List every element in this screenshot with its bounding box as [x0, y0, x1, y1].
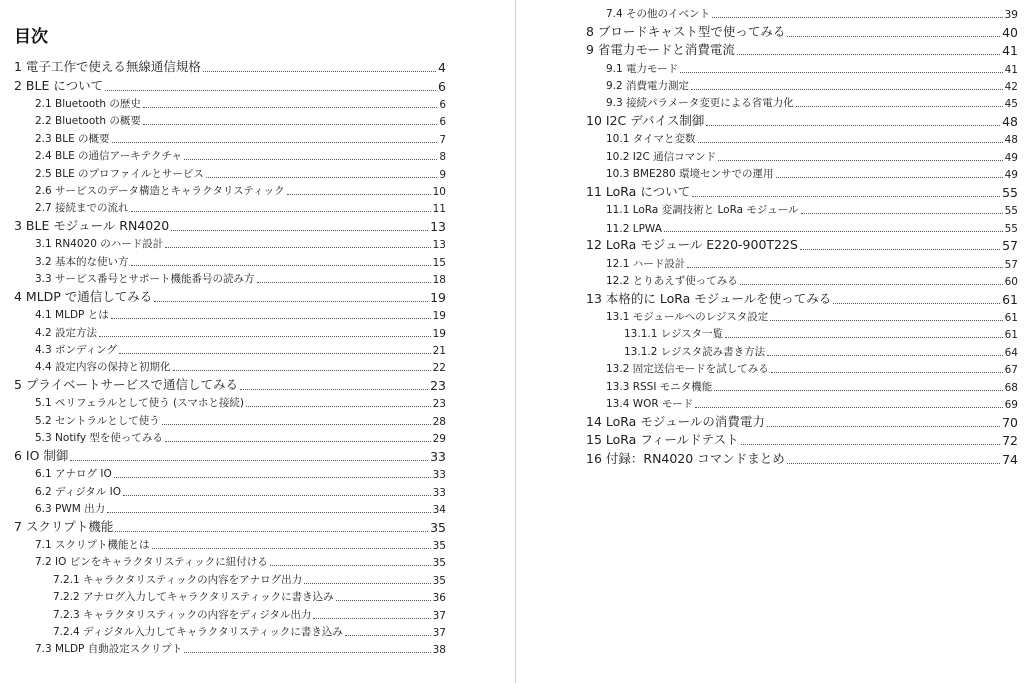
- toc-entry-level-2[interactable]: [35, 183, 446, 198]
- toc-entry-page-number: 29: [432, 433, 446, 446]
- toc-entry-level-2[interactable]: [35, 113, 446, 128]
- dot-leader: [787, 36, 1000, 37]
- toc-entry-title: 7.2.2 アナログ入力してキャラクタリスティックに書き込み: [53, 591, 334, 604]
- dot-leader: [99, 336, 431, 337]
- toc-entry-page-number: 48: [1002, 114, 1018, 129]
- toc-entry-page-number: 11: [432, 203, 446, 216]
- toc-entry-page-number: 13: [430, 219, 446, 234]
- toc-entry-level-2[interactable]: [606, 61, 1018, 76]
- toc-entry-title: 2.7 接続までの流れ: [35, 202, 129, 215]
- toc-title: 目次: [14, 27, 48, 47]
- toc-entry-page-number: 6: [439, 99, 446, 111]
- toc-entry-page-number: 36: [432, 592, 446, 605]
- toc-entry-level-2[interactable]: [606, 6, 1018, 21]
- toc-entry-title: 6.2 ディジタル IO: [35, 485, 121, 498]
- toc-entry-level-2[interactable]: [606, 202, 1018, 217]
- toc-entry-page-number: 49: [1004, 169, 1018, 182]
- toc-entry-level-3[interactable]: [624, 326, 1018, 341]
- toc-entry-level-1[interactable]: [586, 290, 1018, 307]
- toc-entry-title: 9.2 消費電力測定: [606, 80, 690, 92]
- toc-entry-page-number: 57: [1002, 238, 1018, 254]
- toc-entry-title: 16 付録：RN4020 コマンドまとめ: [586, 450, 785, 466]
- dot-leader: [770, 320, 1002, 321]
- toc-entry-title: 5 プライベートサービスで通信してみる: [14, 377, 239, 392]
- dot-leader: [143, 107, 437, 108]
- toc-entry-level-2[interactable]: [35, 200, 446, 215]
- dot-leader: [123, 495, 431, 496]
- toc-entry-level-2[interactable]: [35, 342, 446, 357]
- toc-entry-page-number: 22: [432, 362, 446, 375]
- dot-leader: [304, 583, 431, 584]
- dot-leader: [240, 389, 428, 390]
- toc-entry-title: 13.3 RSSI モニタ機能: [606, 380, 713, 393]
- toc-entry-level-1[interactable]: [586, 183, 1018, 200]
- toc-entry-level-1[interactable]: [14, 217, 446, 234]
- toc-entry-page-number: 9: [439, 168, 446, 181]
- toc-entry-level-2[interactable]: [35, 395, 446, 410]
- toc-entry-level-1[interactable]: [586, 112, 1018, 129]
- toc-entry-page-number: 40: [1002, 24, 1018, 40]
- toc-entry-page-number: 49: [1004, 151, 1018, 164]
- dot-leader: [796, 106, 1003, 107]
- toc-entry-page-number: 61: [1002, 291, 1018, 307]
- toc-entry-page-number: 61: [1004, 312, 1018, 324]
- toc-entry-level-1[interactable]: [14, 58, 446, 75]
- toc-entry-title: 13.4 WOR モード: [606, 398, 694, 410]
- toc-entry-page-number: 23: [432, 398, 446, 411]
- toc-entry-page-number: 35: [432, 557, 446, 570]
- toc-entry-title: 4.3 ボンディング: [35, 344, 117, 356]
- toc-entry-page-number: 7: [439, 133, 446, 146]
- dot-leader: [287, 194, 431, 195]
- toc-entry-page-number: 70: [1002, 414, 1018, 430]
- dot-leader: [257, 282, 431, 283]
- toc-entry-title: 2 BLE について: [14, 77, 104, 93]
- dot-leader: [131, 211, 431, 212]
- toc-entry-level-1[interactable]: [14, 518, 446, 535]
- toc-entry-title: 6.1 アナログ IO: [35, 468, 112, 481]
- toc-entry-title: 5.1 ペリフェラルとして使う (スマホと接続): [35, 397, 245, 410]
- toc-entry-page-number: 41: [1004, 63, 1018, 76]
- toc-entry-page-number: 6: [439, 116, 446, 129]
- toc-entry-page-number: 74: [1002, 451, 1018, 467]
- toc-entry-title: 5.2 セントラルとして使う: [35, 414, 160, 427]
- dot-leader: [112, 142, 438, 143]
- toc-page-right: [516, 0, 1024, 683]
- toc-entry-page-number: 37: [432, 609, 446, 622]
- toc-entry-level-2[interactable]: [606, 273, 1018, 288]
- toc-entry-page-number: 57: [1004, 258, 1018, 271]
- toc-entry-title: 9 省電力モードと消費電流: [586, 42, 735, 58]
- dot-leader: [725, 337, 1002, 338]
- toc-entry-title: 7.2.1 キャラクタリスティックの内容をアナログ出力: [53, 573, 303, 586]
- dot-leader: [107, 512, 430, 513]
- toc-entry-level-2[interactable]: [606, 95, 1018, 110]
- dot-leader: [712, 17, 1003, 18]
- toc-entry-title: 3.3 サービス番号とサポート機能番号の読み方: [35, 273, 255, 286]
- toc-entry-title: 3.1 RN4020 のハード設計: [35, 238, 164, 251]
- toc-entry-title: 7.3 MLDP 自動設定スクリプト: [35, 643, 183, 656]
- toc-entry-page-number: 48: [1004, 134, 1018, 147]
- toc-entry-title: 9.1 電力モード: [606, 62, 679, 75]
- dot-leader: [801, 213, 1003, 214]
- dot-leader: [706, 125, 1000, 126]
- toc-entry-page-number: 60: [1004, 276, 1018, 288]
- dot-leader: [771, 372, 1003, 373]
- toc-entry-page-number: 35: [432, 540, 446, 552]
- toc-entry-page-number: 55: [1002, 184, 1018, 200]
- toc-entry-title: 13.2 固定送信モードを試してみる: [606, 363, 769, 376]
- dot-leader: [714, 390, 1002, 391]
- toc-entry-level-2[interactable]: [606, 131, 1018, 146]
- dot-leader: [119, 353, 431, 354]
- toc-entry-level-2[interactable]: [35, 254, 446, 269]
- dot-leader: [152, 548, 431, 549]
- toc-entry-title: 2.3 BLE の概要: [35, 132, 110, 145]
- toc-entry-level-2[interactable]: [606, 309, 1018, 324]
- dot-leader: [691, 89, 1003, 90]
- dot-leader: [173, 370, 431, 371]
- toc-entry-level-2[interactable]: [606, 166, 1018, 181]
- toc-entry-title: 10.3 BME280 環境センサでの運用: [606, 168, 774, 181]
- dot-leader: [184, 159, 437, 160]
- toc-entry-title: 6.3 PWM 出力: [35, 503, 106, 515]
- toc-entry-page-number: 42: [1004, 81, 1018, 93]
- toc-entry-page-number: 34: [432, 504, 446, 516]
- toc-entry-level-2[interactable]: [606, 256, 1018, 271]
- toc-entry-title: 13 本格的に LoRa モジュールを使ってみる: [586, 290, 832, 306]
- toc-entry-level-1[interactable]: [586, 236, 1018, 253]
- toc-entry-page-number: 55: [1004, 205, 1018, 218]
- toc-entry-page-number: 35: [432, 574, 446, 587]
- toc-entry-level-3[interactable]: [53, 572, 446, 587]
- dot-leader: [345, 635, 431, 636]
- toc-entry-title: 7.4 その他のイベント: [606, 8, 711, 20]
- toc-entry-level-2[interactable]: [35, 271, 446, 286]
- toc-entry-title: 13.1.2 レジスタ読み書き方法: [624, 345, 766, 358]
- dot-leader: [767, 355, 1002, 356]
- toc-entry-level-2[interactable]: [35, 466, 446, 481]
- toc-entry-level-3[interactable]: [53, 624, 446, 639]
- toc-entry-level-1[interactable]: [586, 41, 1018, 58]
- toc-entry-page-number: 6: [438, 78, 446, 94]
- toc-entry-title: 10.1 タイマと変数: [606, 133, 696, 146]
- toc-entry-title: 3.2 基本的な使い方: [35, 255, 129, 268]
- toc-entry-title: 6 IO 制御: [14, 447, 69, 463]
- toc-entry-level-2[interactable]: [606, 149, 1018, 164]
- dot-leader: [741, 444, 1001, 445]
- toc-entry-page-number: 69: [1004, 399, 1018, 411]
- toc-entry-title: 8 ブロードキャスト型で使ってみる: [586, 23, 786, 39]
- toc-entry-title: 2.1 Bluetooth の歴史: [35, 98, 141, 110]
- dot-leader: [767, 426, 1000, 427]
- toc-entry-level-1[interactable]: [14, 376, 446, 393]
- toc-entry-level-2[interactable]: [606, 78, 1018, 93]
- toc-entry-level-2[interactable]: [35, 359, 446, 374]
- dot-leader: [111, 318, 431, 319]
- toc-entry-page-number: 13: [432, 239, 446, 252]
- toc-entry-title: 10.2 I2C 通信コマンド: [606, 150, 717, 163]
- toc-entry-page-number: 19: [432, 327, 446, 340]
- toc-entry-level-2[interactable]: [35, 96, 446, 111]
- dot-leader: [171, 230, 428, 231]
- toc-entry-level-1[interactable]: [586, 23, 1018, 40]
- toc-entry-title: 13.1.1 レジスタ一覧: [624, 328, 724, 341]
- toc-entry-title: 9.3 接続パラメータ変更による省電力化: [606, 97, 794, 110]
- toc-entry-level-1[interactable]: [14, 447, 446, 464]
- dot-leader: [203, 71, 436, 72]
- toc-entry-page-number: 8: [439, 151, 446, 164]
- toc-entry-page-number: 39: [1004, 9, 1018, 21]
- dot-leader: [246, 406, 431, 407]
- toc-entry-page-number: 72: [1002, 433, 1018, 449]
- dot-leader: [115, 531, 428, 532]
- toc-entry-page-number: 33: [432, 486, 446, 499]
- toc-entry-page-number: 19: [432, 310, 446, 323]
- toc-entry-title: 11.1 LoRa 変調技術と LoRa モジュール: [606, 204, 799, 217]
- toc-entry-title: 4.2 設定方法: [35, 326, 98, 339]
- dot-leader: [143, 124, 437, 125]
- toc-entry-title: 15 LoRa フィールドテスト: [586, 432, 739, 448]
- toc-entry-level-1[interactable]: [14, 77, 446, 94]
- toc-entry-page-number: 64: [1004, 346, 1018, 359]
- toc-entry-page-number: 37: [432, 627, 446, 639]
- toc-entry-level-2[interactable]: [35, 430, 446, 445]
- toc-entry-level-2[interactable]: [35, 501, 446, 516]
- dot-leader: [787, 463, 1000, 464]
- toc-entry-level-1[interactable]: [586, 413, 1018, 430]
- toc-entry-level-2[interactable]: [606, 379, 1018, 394]
- dot-leader: [162, 424, 431, 425]
- toc-entry-page-number: 33: [430, 448, 446, 464]
- dot-leader: [206, 177, 437, 178]
- toc-entry-page-number: 41: [1002, 43, 1018, 59]
- toc-entry-page-number: 4: [438, 60, 446, 75]
- dot-leader: [154, 301, 428, 302]
- toc-entry-title: 7.2.4 ディジタル入力してキャラクタリスティックに書き込み: [53, 626, 343, 638]
- dot-leader: [114, 477, 431, 478]
- dot-leader: [105, 90, 436, 91]
- toc-entry-level-1[interactable]: [586, 450, 1018, 467]
- dot-leader: [740, 284, 1003, 285]
- toc-entry-title: 11.2 LPWA: [606, 222, 662, 235]
- toc-entry-page-number: 15: [432, 256, 446, 269]
- toc-entry-level-2[interactable]: [35, 166, 446, 181]
- toc-entry-title: 2.5 BLE のプロファイルとサービス: [35, 167, 204, 180]
- toc-entry-level-2[interactable]: [606, 396, 1018, 411]
- toc-entry-title: 4 MLDP で通信してみる: [14, 288, 153, 304]
- toc-entry-title: 7 スクリプト機能: [14, 518, 114, 534]
- dot-leader: [313, 618, 430, 619]
- toc-entry-title: 11 LoRa について: [586, 183, 691, 199]
- toc-entry-page-number: 10: [432, 186, 446, 198]
- toc-entry-title: 7.2.3 キャラクタリスティックの内容をディジタル出力: [53, 608, 312, 621]
- toc-entry-level-2[interactable]: [606, 361, 1018, 376]
- toc-entry-title: 3 BLE モジュール RN4020: [14, 218, 170, 233]
- toc-entry-level-3[interactable]: [53, 607, 446, 622]
- dot-leader: [698, 142, 1003, 143]
- toc-entry-level-1[interactable]: [14, 288, 446, 305]
- toc-entry-page-number: 38: [432, 644, 446, 657]
- dot-leader: [800, 249, 1000, 250]
- toc-entry-page-number: 28: [432, 415, 446, 428]
- toc-entry-level-3[interactable]: [624, 344, 1018, 359]
- toc-entry-title: 7.1 スクリプト機能とは: [35, 539, 150, 551]
- dot-leader: [664, 231, 1003, 232]
- toc-entry-title: 13.1 モジュールへのレジスタ設定: [606, 311, 769, 323]
- toc-entry-title: 2.6 サービスのデータ構造とキャラクタリスティック: [35, 185, 285, 197]
- toc-entry-level-2[interactable]: [35, 484, 446, 499]
- toc-entry-page-number: 68: [1004, 381, 1018, 394]
- dot-leader: [70, 460, 428, 461]
- dot-leader: [165, 441, 431, 442]
- toc-entry-title: 5.3 Notify 型を使ってみる: [35, 432, 163, 445]
- toc-entry-level-2[interactable]: [35, 537, 446, 552]
- toc-entry-page-number: 61: [1004, 329, 1018, 342]
- toc-entry-level-3[interactable]: [53, 589, 446, 604]
- dot-leader: [737, 54, 1000, 55]
- toc-entry-level-2[interactable]: [35, 307, 446, 322]
- toc-entry-level-2[interactable]: [606, 220, 1018, 235]
- toc-entry-level-2[interactable]: [35, 131, 446, 146]
- toc-entry-title: 2.2 Bluetooth の概要: [35, 115, 141, 128]
- toc-entry-page-number: 23: [430, 378, 446, 393]
- dot-leader: [695, 407, 1003, 408]
- toc-entry-level-2[interactable]: [35, 554, 446, 569]
- dot-leader: [718, 160, 1002, 161]
- toc-entry-title: 14 LoRa モジュールの消費電力: [586, 413, 765, 429]
- toc-entry-page-number: 18: [432, 274, 446, 287]
- toc-entry-title: 7.2 IO ピンをキャラクタリスティックに紐付ける: [35, 556, 268, 569]
- toc-entry-page-number: 33: [432, 469, 446, 482]
- toc-entry-level-2[interactable]: [35, 325, 446, 340]
- toc-entry-level-2[interactable]: [35, 413, 446, 428]
- dot-leader: [184, 652, 430, 653]
- toc-entry-page-number: 55: [1004, 222, 1018, 235]
- toc-entry-level-2[interactable]: [35, 641, 446, 656]
- toc-entry-level-2[interactable]: [35, 148, 446, 163]
- toc-entry-page-number: 67: [1004, 364, 1018, 377]
- toc-entry-level-1[interactable]: [586, 431, 1018, 448]
- dot-leader: [270, 565, 431, 566]
- dot-leader: [336, 600, 431, 601]
- toc-entry-title: 2.4 BLE の通信アーキテクチャ: [35, 150, 183, 163]
- dot-leader: [776, 177, 1003, 178]
- dot-leader: [680, 72, 1003, 73]
- toc-entry-title: 4.1 MLDP とは: [35, 309, 109, 322]
- dot-leader: [687, 267, 1002, 268]
- toc-entry-page-number: 35: [430, 519, 446, 535]
- dot-leader: [833, 303, 1000, 304]
- dot-leader: [692, 196, 1000, 197]
- toc-entry-title: 1 電子工作で使える無線通信規格: [14, 59, 201, 74]
- toc-entry-page-number: 19: [430, 289, 446, 305]
- toc-entry-level-2[interactable]: [35, 236, 446, 251]
- dot-leader: [165, 247, 430, 248]
- dot-leader: [131, 265, 431, 266]
- toc-entry-title: 12.1 ハード設計: [606, 257, 686, 270]
- toc-entry-title: 10 I2C デバイス制御: [586, 113, 705, 128]
- toc-entry-title: 12.2 とりあえず使ってみる: [606, 275, 738, 287]
- toc-entry-page-number: 21: [432, 345, 446, 357]
- toc-entry-page-number: 45: [1004, 98, 1018, 111]
- toc-entry-title: 12 LoRa モジュール E220-900T22S: [586, 237, 798, 253]
- toc-entry-title: 4.4 設定内容の保持と初期化: [35, 361, 171, 374]
